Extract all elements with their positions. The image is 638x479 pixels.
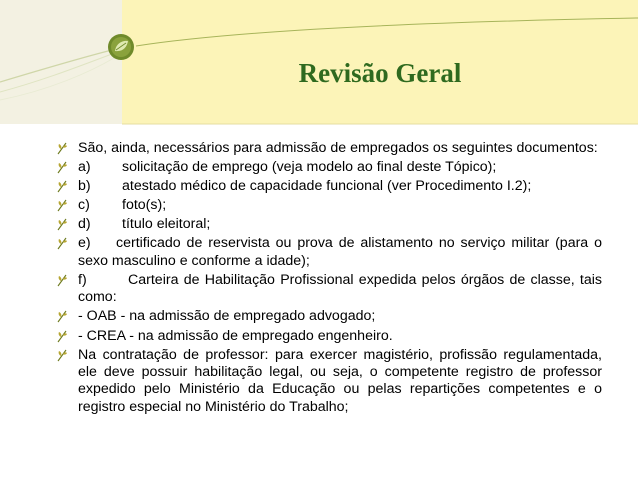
wheat-bullet-icon — [56, 349, 68, 362]
wheat-bullet-icon — [56, 218, 68, 231]
list-item — [56, 235, 602, 270]
item-text: - CREA - na admissão de empregado engenheiro. — [78, 327, 393, 344]
list-item — [56, 197, 602, 214]
item-text: título eleitoral; — [122, 216, 211, 233]
wheat-bullet-icon — [56, 142, 68, 155]
slide-title: Revisão Geral — [298, 58, 462, 88]
item-text: certificado de reservista ou prova de alistamento no serviço militar (para o sexo masculino e conforme a idade); — [78, 235, 602, 269]
list-item — [56, 308, 602, 325]
list-item — [56, 328, 602, 345]
item-label: a) — [78, 159, 91, 176]
wheat-bullet-icon — [56, 237, 68, 250]
wheat-bullet-icon — [56, 330, 68, 343]
bullet-list — [56, 140, 602, 418]
item-label: f) — [78, 271, 87, 288]
list-item — [56, 178, 602, 195]
item-text: - OAB - na admissão de empregado advogado; — [78, 308, 376, 325]
wheat-bullet-icon — [56, 161, 68, 174]
item-text: atestado médico de capacidade funcional (ver Procedimento I.2); — [122, 178, 532, 195]
item-text: solicitação de emprego (veja modelo ao final deste Tópico); — [122, 159, 497, 176]
item-label: b) — [78, 178, 91, 195]
list-item — [56, 140, 602, 157]
item-text: São, ainda, necessários para admissão de empregados os seguintes documentos: — [78, 140, 598, 156]
list-item — [56, 347, 602, 417]
item-label: e) — [78, 235, 91, 252]
item-label: d) — [78, 216, 91, 233]
item-text: foto(s); — [122, 197, 167, 214]
list-item — [56, 272, 602, 307]
item-text: Carteira de Habilitação Profissional expedida pelos órgãos de classe, tais como: — [78, 271, 602, 306]
wheat-bullet-icon — [56, 180, 68, 193]
wheat-bullet-icon — [56, 310, 68, 323]
item-label: c) — [78, 197, 90, 214]
list-item — [56, 159, 602, 176]
item-text: Na contratação de professor: para exercer magistério, profissão regulamentada, ele deve possuir habilitação legal, ou seja, o competente registro de professor expedido pelo Ministério da Educação ou pelas repartições competentes e o registro especial no Ministério do Trabalho; — [78, 346, 602, 415]
wheat-bullet-icon — [56, 199, 68, 212]
wheat-bullet-icon — [56, 274, 68, 287]
list-item — [56, 216, 602, 233]
